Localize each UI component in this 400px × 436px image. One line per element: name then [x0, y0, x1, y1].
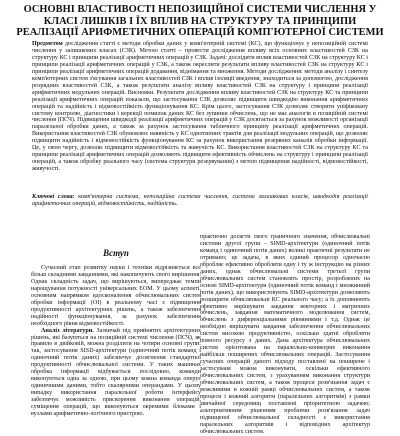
abstract-text: дослідження статті є методи обробки даних у комп'ютерній системі (КС), що функціонує у непозиційній системі числення у залишкових класах (СЗК). Метою статті – провести дослідження впливу всіх основних властивостей СЗК на структуру КС і принципи реалізації арифметичних операцій у СЗК. Задачі: дослідити вплив властивостей СЗК на структуру КС і принципи реалізації арифметичних операцій у СЗК, а також окреслити результати впливу властивостей СЗК на структуру КС і принципи реалізації арифметичних операцій додавання, віднімання та множення. Методи дослідження: методи аналізу і синтезу комп'ютерних систем з'ясування загальних властивостей СЗК і вплив ізоляції введення, знаходиться за допомогою, дослідження розрядних властивостей СЗК, а також результати аналізу впливу властивостей СЗК на структуру і принципи реалізації арифметичних модульних операцій. Висновки. Результати дослідження впливу властивостей СЗК на структуру КС та принципи реалізації арифметичних операцій показали, що застосування СЗК дозволяє підвищити швидкодію виконання арифметичних операцій та надійність і відмовостійкість функціонування КС. Крім цього, застосування СЗК дозволяє створити уніфіковану систему контролю, діагностики і корекції помилок даних КС без зупинки обчислень, що не має аналогів в позиційній системі числення (ПСЧ). Підвищення швидкодії реалізації арифметичних операцій у СЗК досягається за рахунок можливості організації паралельної обробки даних, а також за рахунок застосування табличного принципу реалізації арифметичних операцій. Використання властивостей СЗК обумовлює наявність у КС однотипних трактів для реалізації модульних операцій, що дозволяє підвищити надійність і відмовостійкість функціонування КС за рахунок використання резервних каналів обробки інформації. Це, у свою чергу, дозволяє підвищити відмовостійкість та живучість КС. Використання властивостей СЗК на структуру КС та принципи реалізації арифметичних операцій дозволяють підвищити ефективність обчислень на структуру і принципи реалізації операцій, а також обробку реального часу (система структури резервування) з метою підвищення надійності, відмовостійкості, живучості. — [32, 41, 369, 173]
abstract-paragraph — [32, 41, 368, 173]
paragraph-text: практично досягти свого граничного значення, обчислювальні системи другої групи - SIMD-архітектури (одиночний потік команд і одиночний потік даних) великі практичні результати не отримано; це задача, в яких єдиний процесор одночасно обробляє ефективно обробляти одну і ту ж інструкцію на різних даних, однак обчислювальні системи третьої групи обчислювальних систем становлять простір, розроблених на основі SIMD-архітектури (одиночний потік команд і множинний потік даних), що використовують SIMD-архітектури дозволяють розширити обчислювальні КС реального часу; а їх доповнюють ефективно вирішувати завдання векторних і матричних обчислень, завдання математичного моделювання систем, обчислень з диференціальними рівняннями і т.д. Однак це необхідно вирішувати завдання забезпечення обчислювальних систем високою продуктивністю, оскільки здатні обробляти повного ресурсу з даних. Дана архітектура обчислювальних систем орієнтована на паралельно-конвеєрне виконання найбільш поширених обчислювальних операцій. Застосування сучасних операцій даного підходу поставлені на поширене і застосуваня можна виконувати, оскільки ефективного обчислювальних систем, з урахуванням виконання структури обчислювальних систем, а також процеси розв'язання задач є можливими в кожній рамці обчислювальних систем, а також процеси і кожний алгоритм (паралельних алгоритмів) з рамки звичайної середовищ поставлені пріоритетною задачею; альтернативним рішенням проблеми розв'язання задач підвищеної обчислювальної складності є використання паралельних алгоритмів і відповідних архітектур обчислювальних систем. — [200, 234, 370, 435]
body-paragraph — [31, 328, 201, 418]
keywords — [32, 194, 368, 208]
right-column — [200, 234, 370, 436]
abstract — [32, 41, 368, 173]
left-column — [31, 265, 201, 418]
paragraph-text: Сучасний етап розвитку науки і техніки відрізняється все більш складними завданнями, які накопичують свого вирішення. Однак складність задач, що вирішуються, випереджає темпи нарощування потужності універсальних ЕОМ. У цьому аспекті, основним напрямком вдосконалення обчислювальних систем обробки інформації (ОІ) в реальному часі є підвищення продуктивності архітектурних рішень, а також забезпечення надійності функціонування, за рахунок забезпечення необхідного рівня відмовостійкості. — [31, 265, 201, 327]
paper-title: ОСНОВНІ ВЛАСТИВОСТІ НЕПОЗИЦІЙНОЇ СИСТЕМИ ЧИСЛЕННЯ У КЛАСІ ЛИШКІВ І ЇХ ВПЛИВ НА СТРУКТУРУ ТА ПРИНЦИПИ РЕАЛІЗАЦІЇ АРИФМЕТИЧНИХ ОПЕРАЦІЙ КОМП'ЮТЕРНОЇ СИСТЕМИ — [16, 4, 384, 38]
body-paragraph — [31, 265, 201, 328]
body-paragraph — [200, 234, 370, 436]
keywords-text: комп'ютерна система, непозиційна система числення, система залишкових класів, швидкодія реалізації арифметичних операцій, відмовостійкість, надійність. — [32, 194, 368, 207]
paragraph-lead: Аналіз літератури. — [41, 327, 94, 334]
abstract-label: Предметом — [32, 41, 63, 47]
paragraph-text: Зазвичай під прийнятих архітектурних рішень, які базуються на позиційній системі числення (ПСЧ), як правило в двійковій, можна розділити на чотири основні групи: так, застосування SISD-архітектури (одиночний потік команд і одиночний потік даних) забезпечує досягнення стандартної продуктивності обчислювальної системи. У таких машинах обробка інформації відбувається послідовно, команди виконуються одна за одною, при цьому кожна команда оперує одиничними даними, тобто скалярними операндами. У цьому випадку використання паралельної роботи інтерфейсу забезпечує можливість прискорення виконання операцій, суміщення операцій, що виконуються окремими блоками і вузлами арифметично-логічного пристрою. — [31, 327, 202, 418]
section-heading-intro: Вступ — [103, 248, 129, 258]
keywords-label: Ключові слова: — [32, 194, 75, 200]
